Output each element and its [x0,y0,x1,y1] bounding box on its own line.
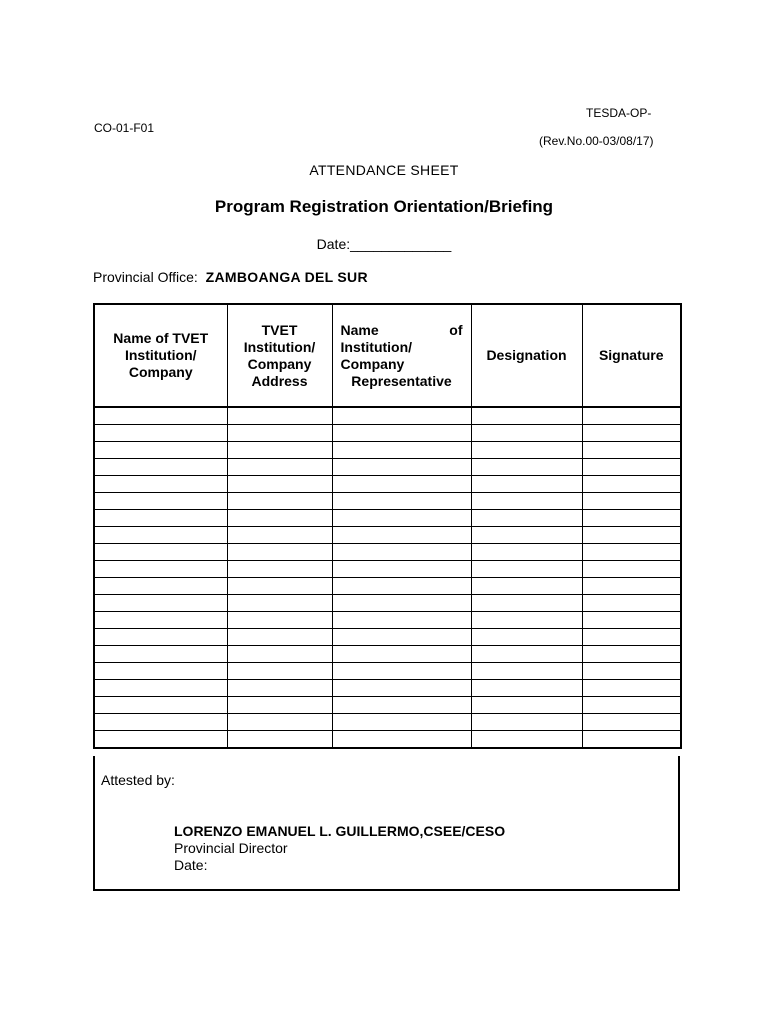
representative-cell[interactable] [332,407,471,425]
director-name: LORENZO EMANUEL L. GUILLERMO,CSEE/CESO [174,823,506,839]
designation-cell[interactable] [471,561,582,578]
address-cell[interactable] [227,561,332,578]
attest-date-label: Date: [174,857,208,873]
table-row [94,595,681,612]
attested-by-label: Attested by: [101,772,175,788]
signature-cell[interactable] [582,476,681,493]
address-cell[interactable] [227,612,332,629]
col-header-representative [332,304,471,407]
table-row [94,425,681,442]
address-cell[interactable] [227,731,332,749]
col-header-address [227,304,332,407]
representative-cell[interactable] [332,544,471,561]
institution-cell[interactable] [94,544,227,561]
designation-cell[interactable] [471,476,582,493]
designation-cell[interactable] [471,680,582,697]
institution-cell[interactable] [94,595,227,612]
institution-cell[interactable] [94,561,227,578]
form-code-top: TESDA-OP- [586,106,652,120]
table-row [94,442,681,459]
address-cell[interactable] [227,510,332,527]
address-cell[interactable] [227,595,332,612]
signature-cell[interactable] [582,595,681,612]
representative-cell[interactable] [332,510,471,527]
table-row [94,407,681,425]
table-row [94,510,681,527]
table-row [94,629,681,646]
signature-cell[interactable] [582,714,681,731]
date-line: Date:_____________ [316,236,452,252]
signature-cell[interactable] [582,459,681,476]
address-cell[interactable] [227,493,332,510]
address-cell[interactable] [227,629,332,646]
designation-cell[interactable] [471,527,582,544]
representative-cell[interactable] [332,697,471,714]
designation-cell[interactable] [471,612,582,629]
institution-cell[interactable] [94,714,227,731]
institution-cell[interactable] [94,663,227,680]
address-cell[interactable] [227,442,332,459]
address-cell[interactable] [227,407,332,425]
col-header-designation [471,304,582,407]
institution-cell[interactable] [94,459,227,476]
address-cell[interactable] [227,425,332,442]
col-header-institution [94,304,227,407]
office-label: Provincial Office: [93,269,198,285]
col-header-address-text: TVET Institution/ Company Address [243,321,316,389]
address-cell[interactable] [227,646,332,663]
designation-cell[interactable] [471,629,582,646]
office-value: ZAMBOANGA DEL SUR [205,269,368,285]
representative-cell[interactable] [332,714,471,731]
signature-cell[interactable] [582,510,681,527]
table-row [94,680,681,697]
designation-cell[interactable] [471,544,582,561]
designation-cell[interactable] [471,714,582,731]
designation-cell[interactable] [471,425,582,442]
designation-cell[interactable] [471,731,582,749]
designation-cell[interactable] [471,407,582,425]
table-row [94,527,681,544]
institution-cell[interactable] [94,578,227,595]
designation-cell[interactable] [471,442,582,459]
address-cell[interactable] [227,476,332,493]
signature-cell[interactable] [582,442,681,459]
col-header-signature [582,304,681,407]
table-row [94,476,681,493]
representative-cell[interactable] [332,612,471,629]
representative-cell[interactable] [332,578,471,595]
table-row [94,493,681,510]
signature-cell[interactable] [582,697,681,714]
designation-cell[interactable] [471,493,582,510]
institution-cell[interactable] [94,442,227,459]
address-cell[interactable] [227,663,332,680]
table-row [94,697,681,714]
signature-cell[interactable] [582,612,681,629]
institution-cell[interactable] [94,731,227,749]
table-row [94,459,681,476]
table-row [94,714,681,731]
address-cell[interactable] [227,680,332,697]
program-title: Program Registration Orientation/Briefing [214,197,554,216]
representative-cell[interactable] [332,595,471,612]
designation-cell[interactable] [471,697,582,714]
signature-cell[interactable] [582,425,681,442]
representative-cell[interactable] [332,629,471,646]
table-row [94,731,681,749]
attestation-box [93,756,680,891]
representative-cell[interactable] [332,561,471,578]
address-cell[interactable] [227,544,332,561]
signature-cell[interactable] [582,646,681,663]
institution-cell[interactable] [94,697,227,714]
institution-cell[interactable] [94,510,227,527]
representative-cell[interactable] [332,476,471,493]
table-row [94,646,681,663]
designation-cell[interactable] [471,459,582,476]
table-row [94,578,681,595]
table-row [94,612,681,629]
form-code-left: CO-01-F01 [94,121,155,135]
provincial-office [93,269,368,285]
designation-cell[interactable] [471,510,582,527]
signature-cell[interactable] [582,731,681,749]
signature-cell[interactable] [582,544,681,561]
signature-cell[interactable] [582,407,681,425]
institution-cell[interactable] [94,629,227,646]
address-cell[interactable] [227,578,332,595]
signature-cell[interactable] [582,493,681,510]
institution-cell[interactable] [94,612,227,629]
representative-cell[interactable] [332,731,471,749]
table-row [94,561,681,578]
representative-cell[interactable] [332,493,471,510]
institution-cell[interactable] [94,493,227,510]
attendance-table [93,303,682,749]
revision-number: (Rev.No.00-03/08/17) [539,134,654,148]
representative-cell[interactable] [332,527,471,544]
address-cell[interactable] [227,459,332,476]
representative-cell[interactable] [332,425,471,442]
document-title: ATTENDANCE SHEET [309,162,459,178]
signature-cell[interactable] [582,527,681,544]
representative-cell[interactable] [332,680,471,697]
address-cell[interactable] [227,527,332,544]
table-header-row [94,304,681,407]
col-header-institution-text: Name of TVET Institution/ Company [113,330,209,380]
designation-cell[interactable] [471,646,582,663]
designation-cell[interactable] [471,595,582,612]
representative-cell[interactable] [332,459,471,476]
col-header-designation-text: Designation [486,347,567,363]
institution-cell[interactable] [94,680,227,697]
signature-cell[interactable] [582,629,681,646]
institution-cell[interactable] [94,527,227,544]
institution-cell[interactable] [94,407,227,425]
director-position: Provincial Director [174,840,288,856]
col-header-representative-text: Name of Institution/ Company Representative [340,321,463,389]
signature-cell[interactable] [582,561,681,578]
representative-cell[interactable] [332,646,471,663]
signature-cell[interactable] [582,578,681,595]
designation-cell[interactable] [471,578,582,595]
designation-cell[interactable] [471,663,582,680]
signature-cell[interactable] [582,680,681,697]
institution-cell[interactable] [94,425,227,442]
institution-cell[interactable] [94,476,227,493]
institution-cell[interactable] [94,646,227,663]
representative-cell[interactable] [332,663,471,680]
address-cell[interactable] [227,697,332,714]
col-header-signature-text: Signature [598,347,664,363]
address-cell[interactable] [227,714,332,731]
table-row [94,663,681,680]
signature-cell[interactable] [582,663,681,680]
table-row [94,544,681,561]
representative-cell[interactable] [332,442,471,459]
